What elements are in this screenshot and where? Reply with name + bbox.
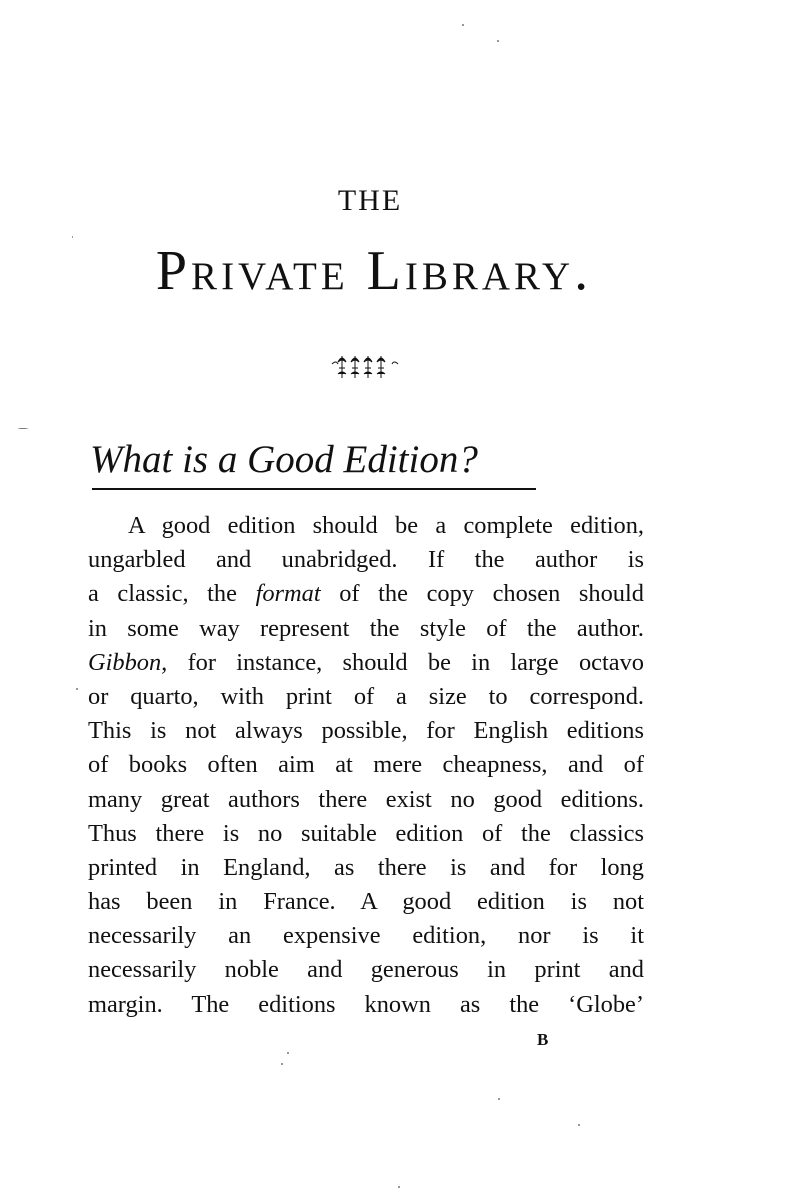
italic-word: Gibbon,: [88, 648, 168, 676]
paper-speck: [287, 1052, 289, 1054]
text-fragment: a classic, the: [88, 580, 237, 608]
text-line: This is not always possible, for English editions: [88, 717, 644, 745]
text-line: A good edition should be a complete edition,: [128, 512, 644, 539]
text-line: has been in France. A good edition is not: [88, 888, 644, 916]
paper-speck: [72, 236, 73, 238]
paper-speck: [462, 24, 464, 26]
text-line: Thus there is no suitable edition of the classics: [88, 819, 644, 847]
paper-speck: [497, 40, 499, 42]
text-line: margin. The editions known as the ‘Globe’: [88, 990, 644, 1018]
text-line: [88, 577, 644, 611]
text-fragment: of the copy chosen should: [339, 580, 644, 608]
text-line: many great authors there exist no good editions.: [88, 785, 644, 813]
italic-word: format: [255, 580, 321, 608]
text-line: necessarily noble and generous in print and: [88, 956, 644, 984]
section-heading: What is a Good Edition?: [90, 438, 478, 481]
text-line: ungarbled and unabridged. If the author is: [88, 546, 644, 574]
paper-speck: [578, 1124, 580, 1126]
text-line: necessarily an expensive edition, nor is it: [88, 922, 644, 950]
title-prefix: THE: [337, 184, 403, 217]
text-fragment: for instance, should be in large octavo: [187, 648, 644, 676]
text-line: in some way represent the style of the author.: [88, 614, 644, 642]
paper-speck: [281, 1063, 283, 1065]
paper-speck: [398, 1186, 400, 1188]
body-paragraph: [88, 509, 644, 1022]
text-line: of books often aim at mere cheapness, and of: [88, 751, 644, 779]
paper-speck: [18, 428, 28, 429]
text-line: printed in England, as there is and for long: [88, 853, 644, 881]
book-title: Private Library.: [155, 240, 593, 302]
signature-mark: B: [537, 1030, 549, 1049]
heading-underline: [92, 488, 536, 490]
paper-speck: [76, 688, 78, 690]
paper-speck: [498, 1098, 500, 1100]
fleuron-ornament-icon: [330, 352, 400, 380]
text-line: [88, 646, 644, 680]
text-line: or quarto, with print of a size to correspond.: [88, 682, 644, 710]
